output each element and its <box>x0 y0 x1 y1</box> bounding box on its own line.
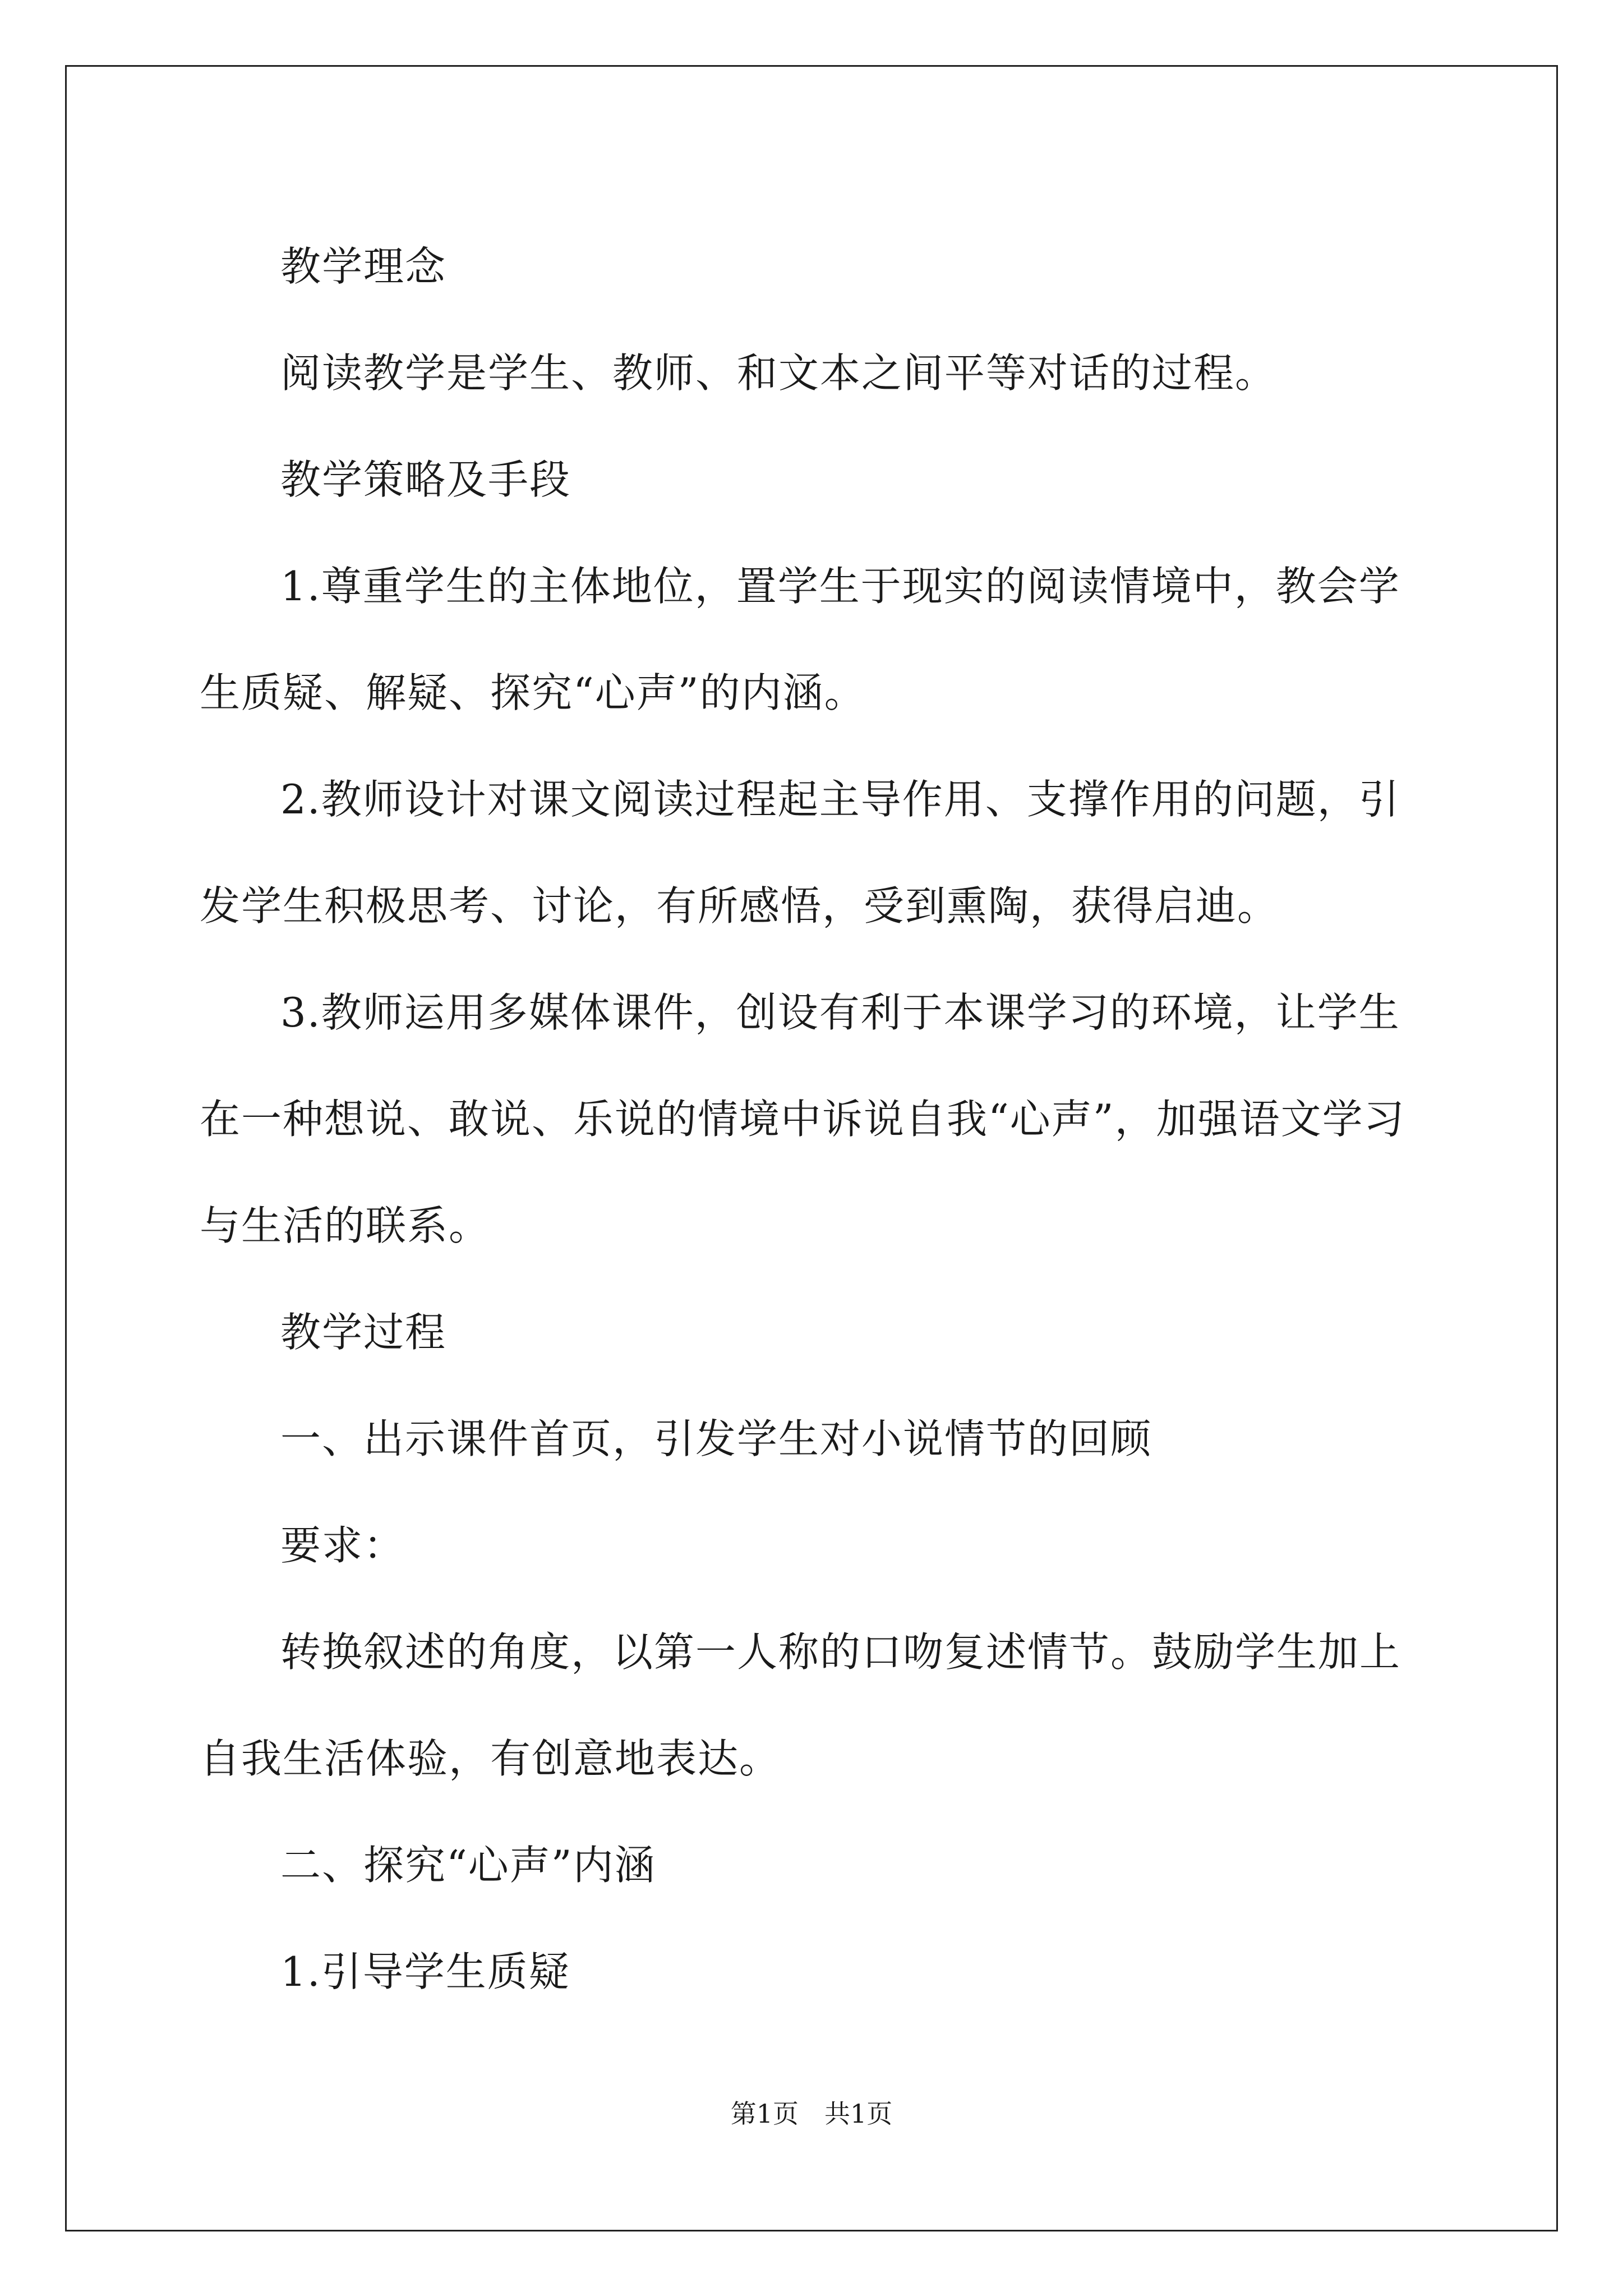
paragraph-reading-dialogue: 阅读教学是学生、教师、和文本之间平等对话的过程。 <box>280 349 1277 397</box>
paragraph-requirement: 转换叙述的角度，以第一人称的口吻复述情节。鼓励学生加上自我生活体验，有创意地表达。 <box>200 1628 1401 1782</box>
paragraph-strategy-1: 1.尊重学生的主体地位，置学生于现实的阅读情境中，教会学生质疑、解疑、探究“心声”的内涵。 <box>200 563 1400 716</box>
heading-teaching-philosophy: 教学理念 <box>280 243 447 290</box>
paragraph-guide-questioning: 1.引导学生质疑 <box>280 1948 570 1995</box>
paragraph-strategy-2: 2.教师设计对课文阅读过程起主导作用、支撑作用的问题，引发学生积极思考、讨论，有所感悟，受到熏陶，获得启迪。 <box>200 776 1400 930</box>
heading-teaching-process: 教学过程 <box>280 1309 447 1356</box>
heading-step-one: 一、出示课件首页，引发学生对小说情节的回顾 <box>280 1415 1152 1462</box>
document-body <box>200 213 1428 2025</box>
heading-step-two: 二、探究“心声”内涵 <box>280 1842 656 1889</box>
label-requirement: 要求： <box>280 1522 405 1569</box>
heading-teaching-strategy: 教学策略及手段 <box>280 456 571 503</box>
paragraph-strategy-3: 3.教师运用多媒体课件，创设有利于本课学习的环境，让学生在一种想说、敢说、乐说的情境中诉说自我“心声”，加强语文学习与生活的联系。 <box>200 989 1405 1249</box>
page-number-footer: 第1页 共1页 <box>730 2099 893 2129</box>
